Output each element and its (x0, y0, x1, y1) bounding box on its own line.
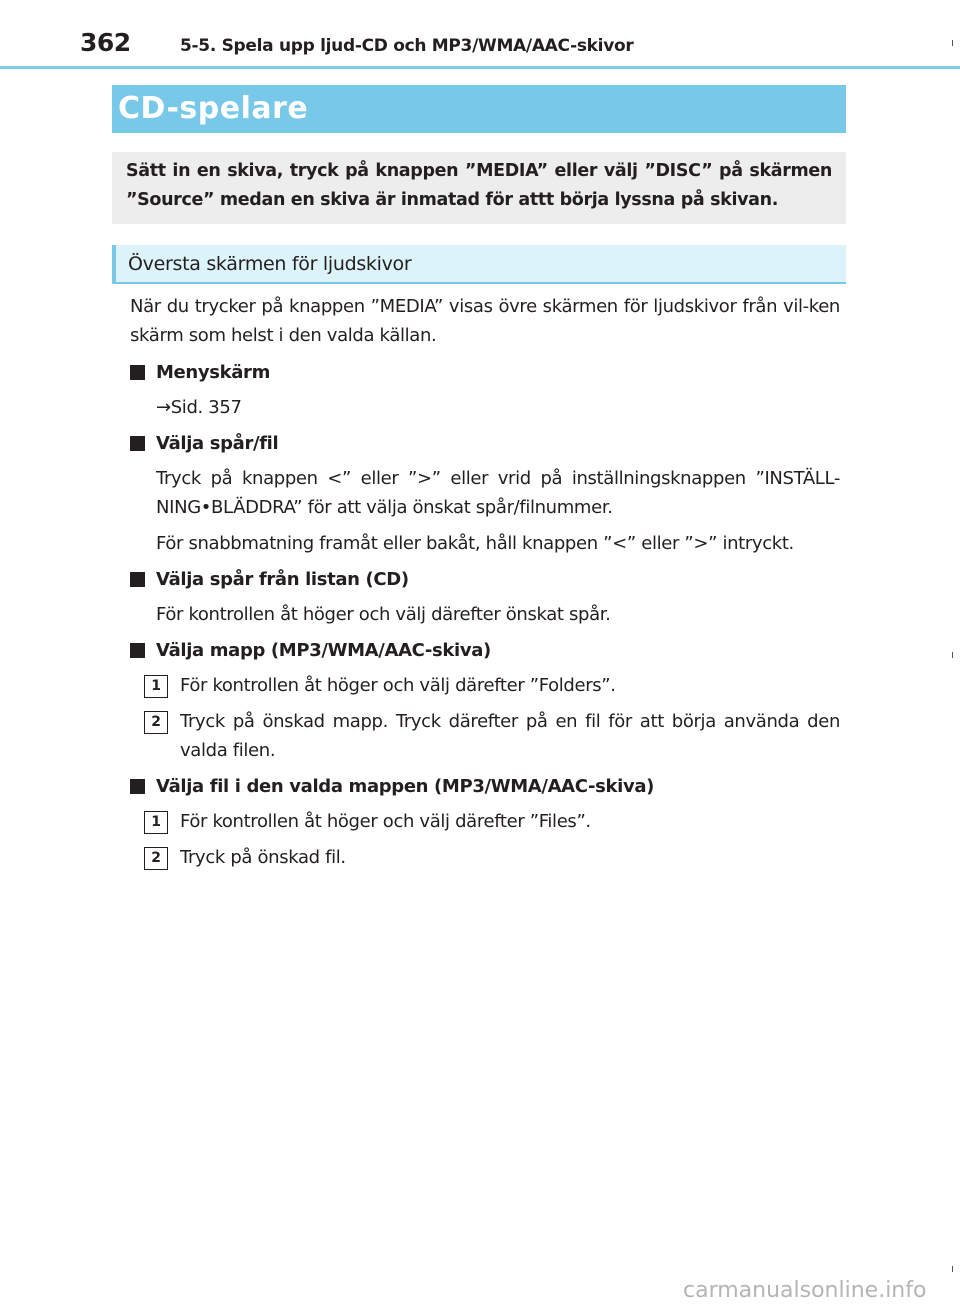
page-title: CD-spelare (118, 91, 309, 126)
bullet-square-icon (130, 779, 145, 794)
intro-text: Sätt in en skiva, tryck på knappen ”MEDIA” eller välj ”DISC” på skärmen ”Source” medan en skiva är inmatad för attt börja lyssna på skivan. (126, 161, 832, 210)
section-heading (130, 772, 840, 801)
intro-box (112, 152, 846, 224)
bullet-square-icon (130, 436, 145, 451)
crop-mark (952, 1266, 953, 1272)
section-title: 5-5. Spela upp ljud-CD och MP3/WMA/AAC-skivor (180, 36, 634, 56)
page-reference: →Sid. 357 (156, 397, 242, 418)
subheading-bar (112, 245, 846, 284)
section-text: Tryck på knappen <” eller ”>” eller vrid på inställningsknappen ”INSTÄLL-NING•BLÄDDRA” för att välja önskat spår/filnummer. (156, 468, 840, 518)
chapter-title-bar (112, 85, 846, 133)
step-item (130, 843, 840, 872)
crop-mark (952, 652, 953, 658)
section-heading (130, 636, 840, 665)
page-header (0, 0, 960, 70)
step-number: 2 (144, 711, 168, 734)
crop-mark (952, 40, 953, 46)
step-number: 1 (144, 675, 168, 698)
section-heading-text: Välja spår från listan (CD) (156, 569, 409, 590)
section-text: För snabbmatning framåt eller bakåt, håll knappen ”<” eller ”>” intryckt. (156, 533, 794, 554)
section-heading-text: Välja mapp (MP3/WMA/AAC-skiva) (156, 640, 491, 661)
main-content (130, 292, 840, 879)
bullet-square-icon (130, 643, 145, 658)
section-heading-text: Välja fil i den valda mappen (MP3/WMA/AAC-skiva) (156, 776, 655, 797)
section-heading (130, 358, 840, 387)
section-text: För kontrollen åt höger och välj därefter önskat spår. (156, 604, 611, 625)
section-heading-text: Menyskärm (156, 362, 270, 383)
step-number: 2 (144, 847, 168, 870)
header-rule (0, 66, 960, 69)
bullet-square-icon (130, 572, 145, 587)
step-text: Tryck på önskad mapp. Tryck därefter på en fil för att börja använda den valda filen. (180, 711, 840, 761)
step-item (130, 707, 840, 765)
section-heading-text: Välja spår/fil (156, 433, 279, 454)
subheading: Översta skärmen för ljudskivor (128, 253, 412, 275)
step-item (130, 671, 840, 700)
section-heading (130, 565, 840, 594)
step-number: 1 (144, 811, 168, 834)
step-text: För kontrollen åt höger och välj därefter ”Folders”. (180, 675, 616, 696)
body-paragraph: När du trycker på knappen ”MEDIA” visas övre skärmen för ljudskivor från vil-ken skärm som helst i den valda källan. (130, 296, 840, 346)
bullet-square-icon (130, 365, 145, 380)
step-text: Tryck på önskad fil. (180, 847, 346, 868)
footer-watermark: carmanualsonline.info (683, 1278, 927, 1303)
page-number: 362 (80, 28, 131, 57)
section-heading (130, 429, 840, 458)
step-item (130, 807, 840, 836)
step-text: För kontrollen åt höger och välj därefter ”Files”. (180, 811, 591, 832)
